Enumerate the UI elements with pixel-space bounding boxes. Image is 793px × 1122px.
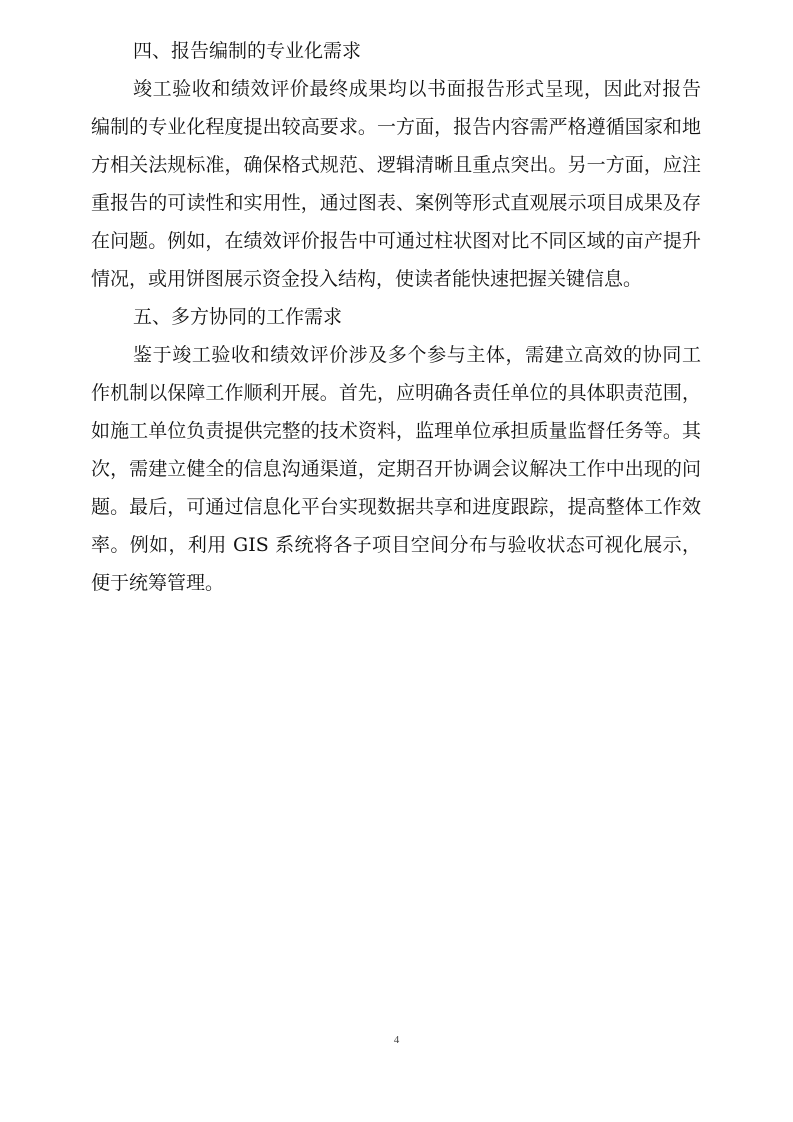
section-paragraph-collaboration: 鉴于竣工验收和绩效评价涉及多个参与主体，需建立高效的协同工作机制以保障工作顺利开展。首先，应明确各责任单位的具体职责范围，如施工单位负责提供完整的技术资料，监理单位承担质量监督任务等。其次，需建立健全的信息沟通渠道，定期召开协调会议解决工作中出现的问题。最后，可通过信息化平台实现数据共享和进度跟踪，提高整体工作效率。例如，利用 GIS 系统将各子项目空间分布与验收状态可视化展示，便于统筹管理。 — [91, 344, 701, 594]
body-text — [91, 32, 701, 602]
section-paragraph-report-compilation: 竣工验收和绩效评价最终成果均以书面报告形式呈现，因此对报告编制的专业化程度提出较高要求。一方面，报告内容需严格遵循国家和地方相关法规标准，确保格式规范、逻辑清晰且重点突出。另一方面，应注重报告的可读性和实用性，通过图表、案例等形式直观展示项目成果及存在问题。例如，在绩效评价报告中可通过柱状图对比不同区域的亩产提升情况，或用饼图展示资金投入结构，使读者能快速把握关键信息。 — [91, 78, 701, 290]
section-heading-collaboration: 五、多方协同的工作需求 — [133, 306, 343, 328]
page-number: 4 — [393, 1034, 400, 1046]
section-heading-report-compilation: 四、报告编制的专业化需求 — [133, 40, 362, 62]
